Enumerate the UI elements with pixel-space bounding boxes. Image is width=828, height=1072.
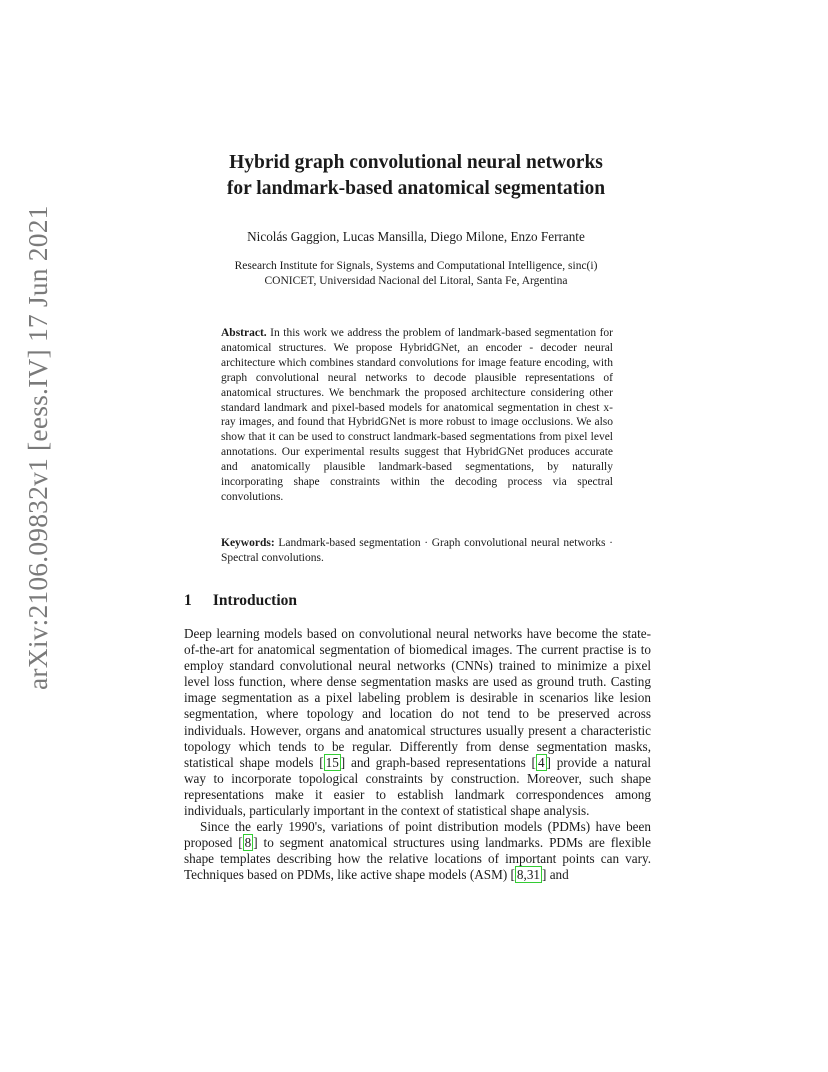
title-line-1: Hybrid graph convolutional neural networks: [229, 152, 603, 173]
citation-link[interactable]: 15: [325, 754, 339, 770]
citation-link[interactable]: 8: [244, 835, 252, 851]
paragraph-2-text-a: Since the early 1990's, variations of point distribution models (PDMs) have been proposed: [184, 819, 651, 851]
affiliation-line-2: CONICET, Universidad Nacional del Litoral, Santa Fe, Argentina: [264, 275, 568, 287]
paragraph-1-text-c: provide a natural way to incorporate topological constraints by construction. Moreover, such shape representations make it easier to establish landmark correspondences among individuals, particularly important in the context of statistical shape analysis.: [184, 754, 651, 819]
paragraph-1-text-a: Deep learning models based on convolutional neural networks have become the state-of-the-art for anatomical segmentation of biomedical images. The current practise is to employ standard convolutional neural networks (CNNs) trained to minimize a pixel level loss function, where dense segmentation masks are used as ground truth. Casting image segmentation as a pixel labeling problem is desirable in scenarios like lesion segmentation, where topology and location do not tend to be preserved across individuals. However, organs and anatomical structures usually present a characteristic topology which tends to be regular. Differently from dense segmentation masks, statistical shape models: [184, 626, 651, 770]
affiliation-line-1: Research Institute for Signals, Systems and Computational Intelligence, sinc(i): [234, 260, 598, 272]
section-title: Introduction: [212, 592, 297, 609]
citation-link[interactable]: 4: [537, 754, 545, 770]
arxiv-stamp-text: arXiv:2106.09832v1 [eess.IV] 17 Jun 2021: [22, 205, 53, 690]
paragraph-2: Since the early 1990's, variations of point distribution models (PDMs) have been proposed [ 8 ] to segment anatomical structures using landmarks. PDMs are flexible shape templates describing how the relative locations of important points can vary. Techniques based on PDMs, like active shape models (ASM) [ 8,31 ] and: [184, 819, 651, 883]
keywords-text: Landmark-based segmentation · Graph convolutional neural networks · Spectral convolutions.: [221, 537, 613, 564]
abstract: [221, 326, 613, 505]
author-list: Nicolás Gaggion, Lucas Mansilla, Diego Milone, Enzo Ferrante: [247, 229, 585, 244]
abstract-text: In this work we address the problem of landmark-based segmentation for anatomical structures. We propose HybridGNet, an encoder - decoder neural architecture which combines standard convolutions for image feature encoding, with graph convolutional neural networks to decode plausible representations of anatomical structures. We benchmark the proposed architecture considering other standard landmark and pixel-based models for anatomical segmentation in chest x-ray images, and found that HybridGNet is more robust to image occlusions. We also show that it can be used to construct landmark-based segmentations from pixel level annotations. Our experimental results suggest that HybridGNet produces accurate and anatomically plausible landmark-based segmentations, by naturally incorporating shape constraints within the decoding process via spectral convolutions.: [221, 327, 613, 503]
paragraph-1-text-b: and graph-based representations: [345, 754, 532, 770]
section-number: 1: [184, 592, 192, 609]
arxiv-side-stamp: [22, 205, 62, 700]
introduction-body: [184, 626, 651, 884]
paragraph-2-text-c: and: [546, 867, 569, 883]
title-line-2: for landmark-based anatomical segmentation: [226, 178, 606, 199]
paragraph-2-text-b: to segment anatomical structures using landmarks. PDMs are flexible shape templates describing how the relative locations of important points can vary. Techniques based on PDMs, like active shape models (ASM): [184, 835, 651, 883]
keywords-label: Keywords:: [221, 537, 275, 549]
section-heading: [184, 592, 297, 610]
keywords: [221, 536, 613, 566]
affiliation: [150, 259, 682, 289]
citation-link[interactable]: 8,31: [516, 867, 540, 883]
paper-title: [150, 150, 682, 202]
abstract-label: Abstract.: [221, 327, 267, 339]
paragraph-1: Deep learning models based on convolutional neural networks have become the state-of-the-art for anatomical segmentation of biomedical images. The current practise is to employ standard convolutional neural networks (CNNs) trained to minimize a pixel level loss function, where dense segmentation masks are used as ground truth. Casting image segmentation as a pixel labeling problem is desirable in scenarios like lesion segmentation, where topology and location do not tend to be preserved across individuals. However, organs and anatomical structures usually present a characteristic topology which tends to be regular. Differently from dense segmentation masks, statistical shape models [ 15 ] and graph-based representations [ 4 ] provide a natural way to incorporate topological constraints by construction. Moreover, such shape representations make it easier to establish landmark correspondences among individuals, particularly important in the context of statistical shape analysis.: [184, 626, 651, 819]
